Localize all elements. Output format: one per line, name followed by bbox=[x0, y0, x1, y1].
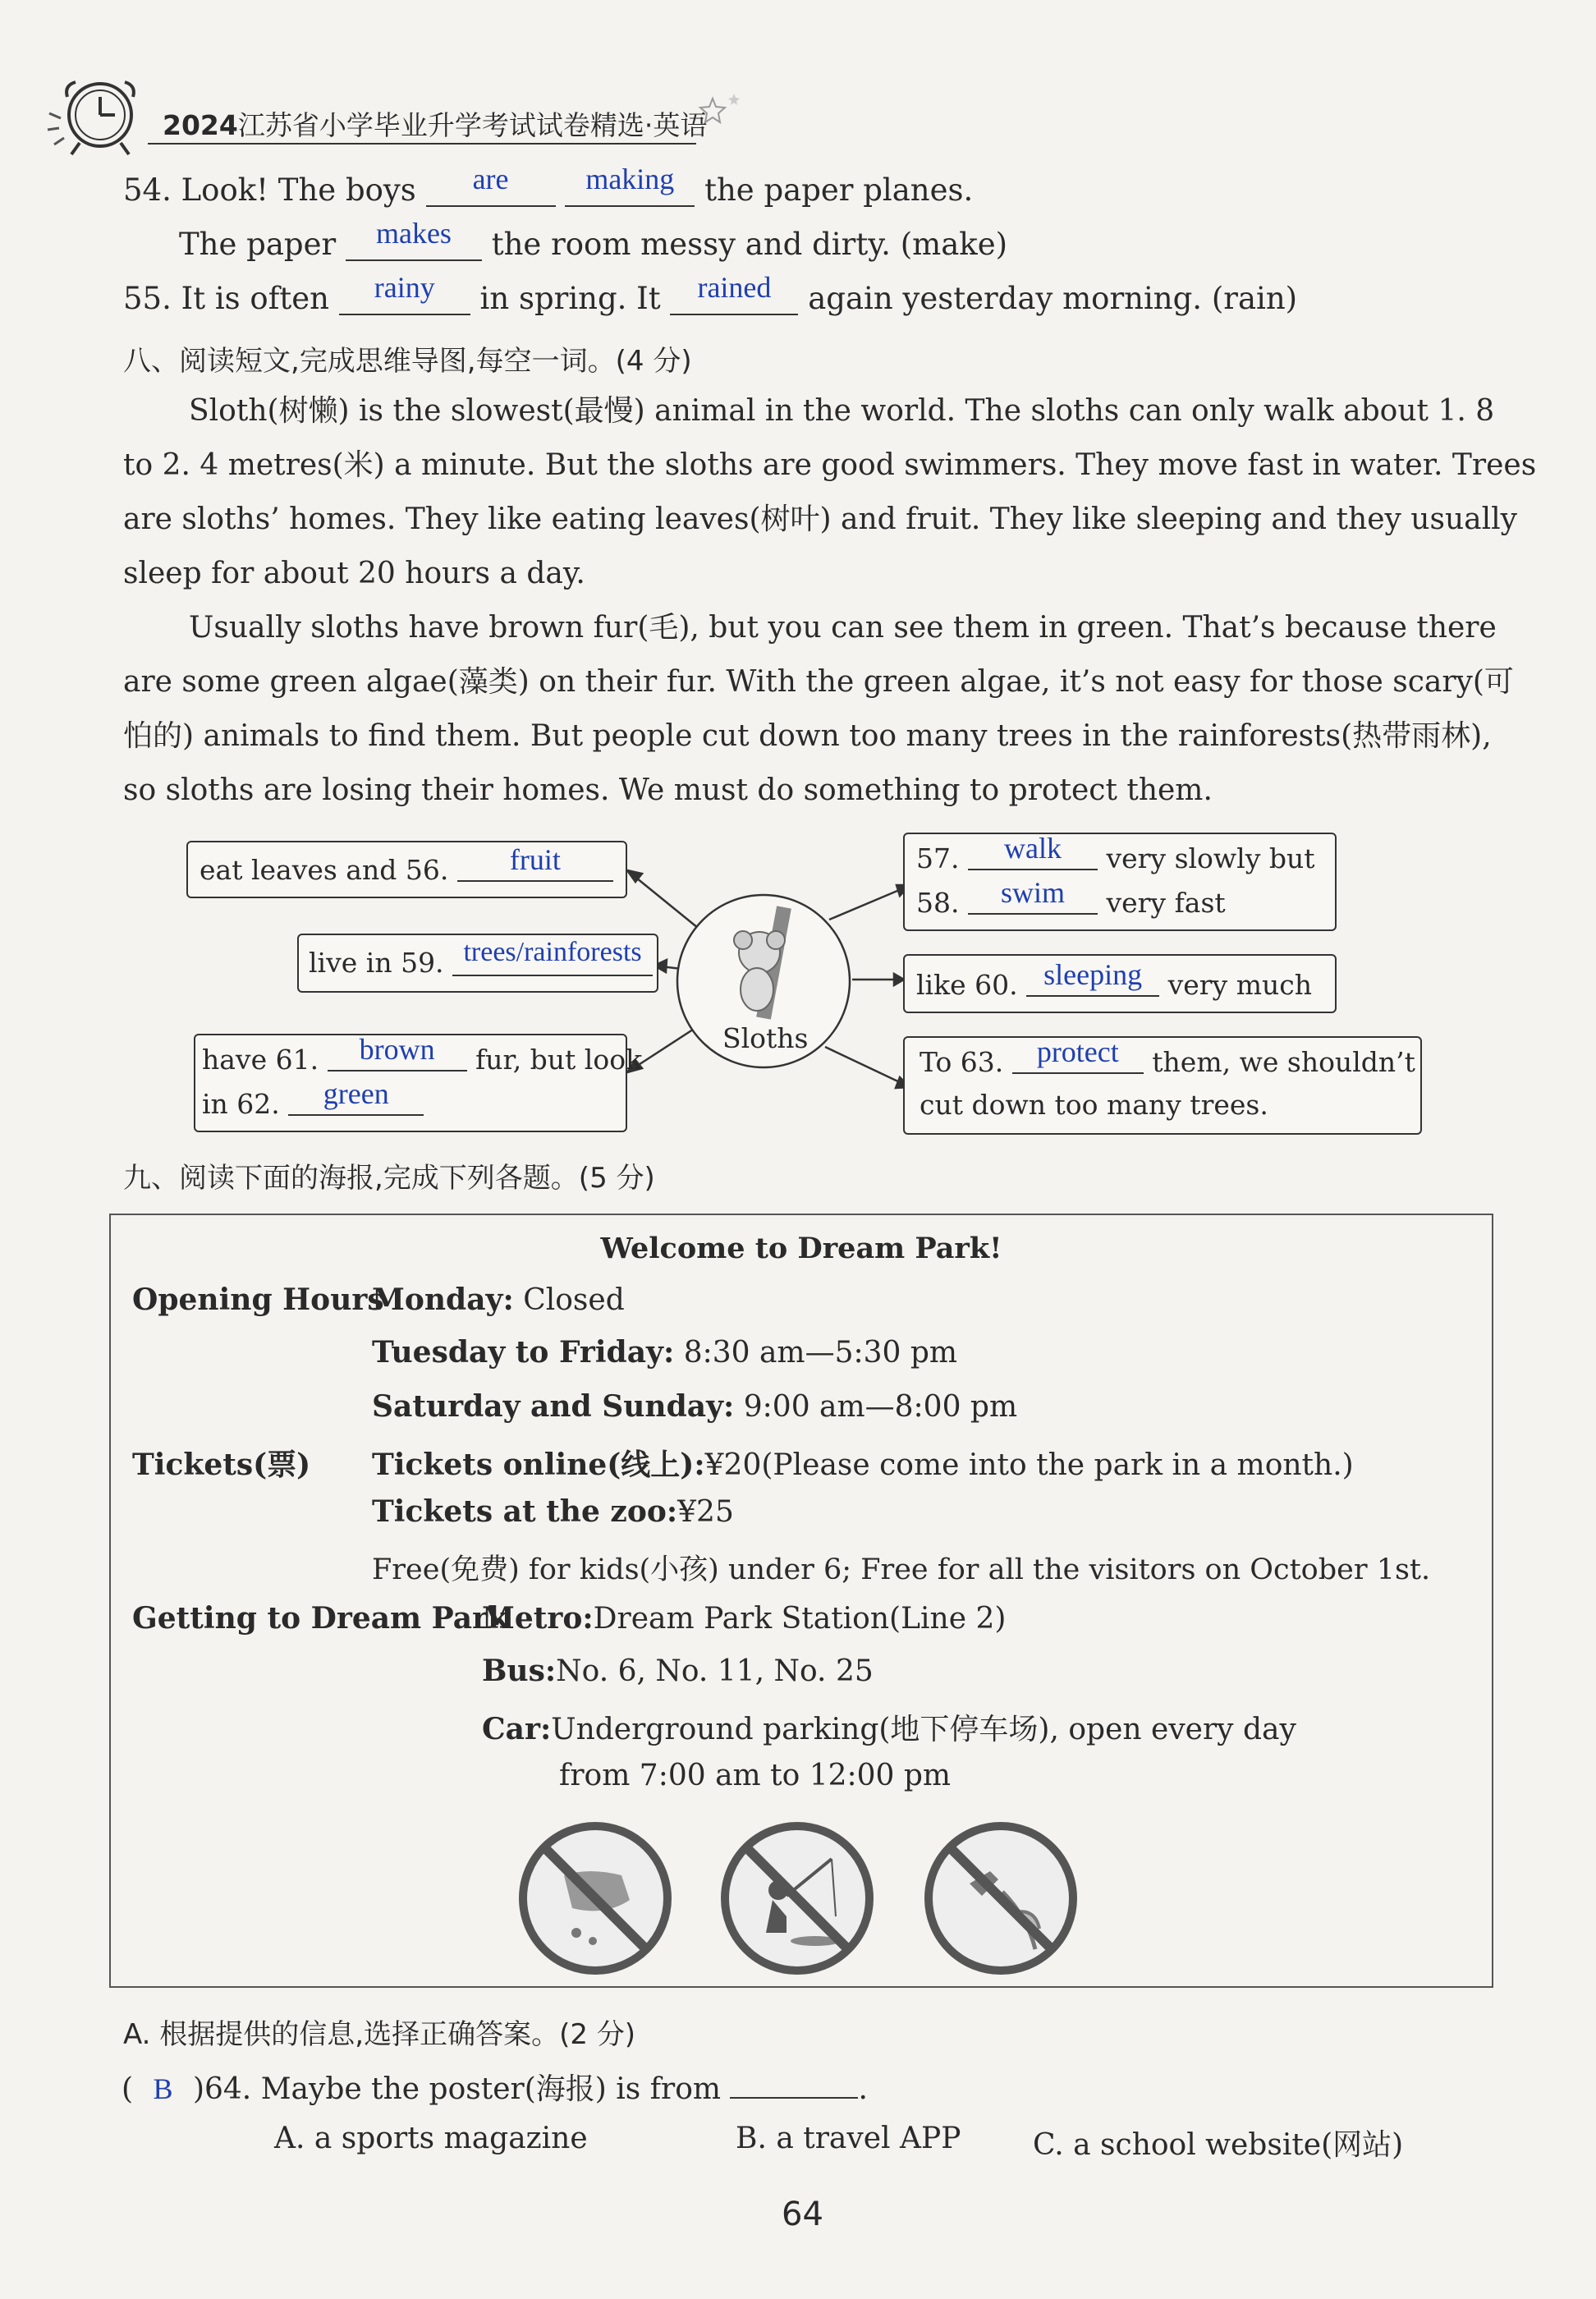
q54-text-c: The paper bbox=[179, 227, 337, 262]
blank-57 bbox=[968, 832, 1098, 870]
box62-text: in 62. bbox=[202, 1088, 280, 1120]
getting-label: Getting to Dream Park bbox=[132, 1601, 509, 1636]
q64-answer: B bbox=[153, 2072, 173, 2105]
blank-56 bbox=[457, 843, 613, 882]
q54-text-d: the room messy and dirty. (make) bbox=[491, 227, 1008, 262]
question-64: ( B )64. Maybe the poster(海报) is from . bbox=[122, 2066, 868, 2108]
car-hours: from 7:00 am to 12:00 pm bbox=[559, 1759, 952, 1792]
car-value: Underground parking(地下停车场), open every day bbox=[551, 1713, 1296, 1746]
q54-text-b: the paper planes. bbox=[704, 172, 974, 208]
header-subject: 江苏省小学毕业升学考试试卷精选·英语 bbox=[237, 109, 708, 141]
no-picking-flowers-sign-icon bbox=[920, 1818, 1081, 1979]
bus-row bbox=[482, 1654, 874, 1688]
tue-fri-row bbox=[372, 1335, 957, 1370]
q54-answer-3: makes bbox=[375, 217, 452, 250]
blank-59 bbox=[452, 937, 653, 976]
passage-line: are some green algae(藻类) on their fur. With the green algae, it’s not easy for those scary(可 bbox=[123, 665, 1514, 699]
mindmap-box-60 bbox=[903, 954, 1337, 1013]
monday-label: Monday: bbox=[372, 1283, 514, 1317]
q55-text-a: 55. It is often bbox=[123, 281, 329, 316]
box60-text-b: very much bbox=[1167, 969, 1312, 1001]
passage-line: are sloths’ homes. They like eating leaves(树叶) and fruit. They like sleeping and they usually bbox=[123, 502, 1517, 536]
tickets-online-label: Tickets online(线上): bbox=[372, 1448, 705, 1482]
blank-60 bbox=[1026, 958, 1159, 997]
weekend-row bbox=[372, 1389, 1017, 1424]
dream-park-poster bbox=[109, 1214, 1493, 1988]
passage-line: so sloths are losing their homes. We must do something to protect them. bbox=[123, 773, 1213, 807]
box56-text: eat leaves and 56. bbox=[200, 854, 449, 886]
box58-text: 58. bbox=[916, 887, 960, 919]
blank-62 bbox=[288, 1077, 424, 1116]
tickets-zoo-label: Tickets at the zoo: bbox=[372, 1494, 678, 1529]
metro-label: Metro: bbox=[482, 1601, 594, 1636]
no-feeding-sign-icon bbox=[515, 1818, 676, 1979]
monday-row bbox=[372, 1283, 625, 1317]
no-fishing-sign-icon bbox=[717, 1818, 878, 1979]
metro-value: Dream Park Station(Line 2) bbox=[593, 1602, 1007, 1636]
car-label: Car: bbox=[482, 1712, 552, 1746]
q64-stem: )64. Maybe the poster(海报) is from bbox=[192, 2072, 722, 2106]
bus-label: Bus: bbox=[482, 1654, 557, 1688]
box60-text: like 60. bbox=[916, 969, 1018, 1001]
box61-text-b: fur, but look bbox=[475, 1044, 643, 1076]
tickets-online-value: ¥20(Please come into the park in a month.) bbox=[704, 1448, 1354, 1482]
answer-60: sleeping bbox=[1043, 958, 1143, 991]
passage-line: to 2. 4 metres(米) a minute. But the sloths are good swimmers. They move fast in water. Trees bbox=[123, 448, 1537, 482]
q55-answer-1: rainy bbox=[374, 271, 435, 304]
box57-text-b: very slowly but bbox=[1106, 842, 1315, 874]
box63-text-b: them, we shouldn’t bbox=[1152, 1046, 1415, 1078]
answer-63: protect bbox=[1036, 1035, 1119, 1068]
mindmap-box-63 bbox=[903, 1036, 1422, 1135]
q64-option-c: C. a school website(网站) bbox=[1033, 2128, 1404, 2162]
box61-text: have 61. bbox=[202, 1044, 319, 1076]
section-8-title: 八、阅读短文,完成思维导图,每空一词。(4 分) bbox=[123, 345, 692, 378]
metro-row bbox=[482, 1601, 1006, 1636]
mindmap-box-61-62 bbox=[194, 1033, 643, 1132]
q54-text-a: 54. Look! The boys bbox=[123, 172, 416, 208]
blank-61 bbox=[328, 1033, 467, 1071]
mindmap-box-56 bbox=[186, 841, 627, 898]
box57-text: 57. bbox=[916, 842, 960, 874]
box58-text-b: very fast bbox=[1106, 887, 1226, 919]
weekend-label: Saturday and Sunday: bbox=[372, 1389, 735, 1424]
page-number: 64 bbox=[782, 2196, 823, 2233]
q54-answer-2: making bbox=[585, 163, 675, 195]
box63-text-c: cut down too many trees. bbox=[920, 1089, 1268, 1121]
q64-blank bbox=[730, 2069, 858, 2099]
weekend-value: 9:00 am—8:00 pm bbox=[743, 1390, 1018, 1424]
mindmap-center-label: Sloths bbox=[722, 1022, 809, 1054]
q55-text-c: again yesterday morning. (rain) bbox=[808, 281, 1298, 316]
passage-line: 怕的) animals to find them. But people cut down too many trees in the rainforests(热带雨林), bbox=[123, 719, 1492, 753]
section-9-title: 九、阅读下面的海报,完成下列各题。(5 分) bbox=[123, 1162, 655, 1195]
header-year: 2024 bbox=[163, 109, 238, 141]
passage-line: Usually sloths have brown fur(毛), but you can see them in green. That’s because there bbox=[189, 611, 1497, 645]
q54-answer-1: are bbox=[472, 163, 509, 195]
answer-62: green bbox=[323, 1077, 389, 1110]
tickets-online-row bbox=[372, 1442, 1354, 1484]
box59-text: live in 59. bbox=[309, 947, 444, 979]
poster-title: Welcome to Dream Park! bbox=[600, 1232, 1002, 1265]
tue-fri-value: 8:30 am—5:30 pm bbox=[683, 1336, 958, 1370]
mindmap-box-59 bbox=[297, 934, 658, 993]
answer-58: swim bbox=[1000, 876, 1065, 909]
car-row bbox=[482, 1706, 1296, 1748]
tickets-label: Tickets(票) bbox=[132, 1448, 311, 1482]
q55-answer-2: rained bbox=[697, 271, 772, 304]
passage-line: Sloth(树懒) is the slowest(最慢) animal in the world. The sloths can only walk about 1. 8 bbox=[189, 394, 1495, 428]
box63-text: To 63. bbox=[920, 1046, 1004, 1078]
q64-option-b: B. a travel APP bbox=[736, 2122, 961, 2155]
tickets-zoo-value: ¥25 bbox=[677, 1495, 734, 1529]
tickets-zoo-row bbox=[372, 1494, 734, 1529]
answer-61: brown bbox=[359, 1033, 435, 1066]
blank-58 bbox=[968, 876, 1098, 915]
free-info: Free(免费) for kids(小孩) under 6; Free for all the visitors on October 1st. bbox=[372, 1553, 1431, 1586]
passage-line: sleep for about 20 hours a day. bbox=[123, 557, 585, 590]
opening-hours-label: Opening Hours bbox=[132, 1283, 384, 1317]
answer-56: fruit bbox=[509, 843, 561, 876]
q64-option-a: A. a sports magazine bbox=[274, 2122, 588, 2155]
part-a-title: A. 根据提供的信息,选择正确答案。(2 分) bbox=[123, 2018, 636, 2051]
bus-value: No. 6, No. 11, No. 25 bbox=[556, 1654, 874, 1688]
q64-open-paren: ( bbox=[122, 2072, 134, 2106]
blank-63 bbox=[1012, 1035, 1144, 1074]
mindmap-box-57-58 bbox=[903, 833, 1337, 931]
answer-57: walk bbox=[1003, 832, 1062, 865]
monday-value: Closed bbox=[523, 1283, 625, 1317]
tue-fri-label: Tuesday to Friday: bbox=[372, 1335, 675, 1370]
answer-59: trees/rainforests bbox=[463, 937, 642, 967]
q55-text-b: in spring. It bbox=[479, 281, 661, 316]
